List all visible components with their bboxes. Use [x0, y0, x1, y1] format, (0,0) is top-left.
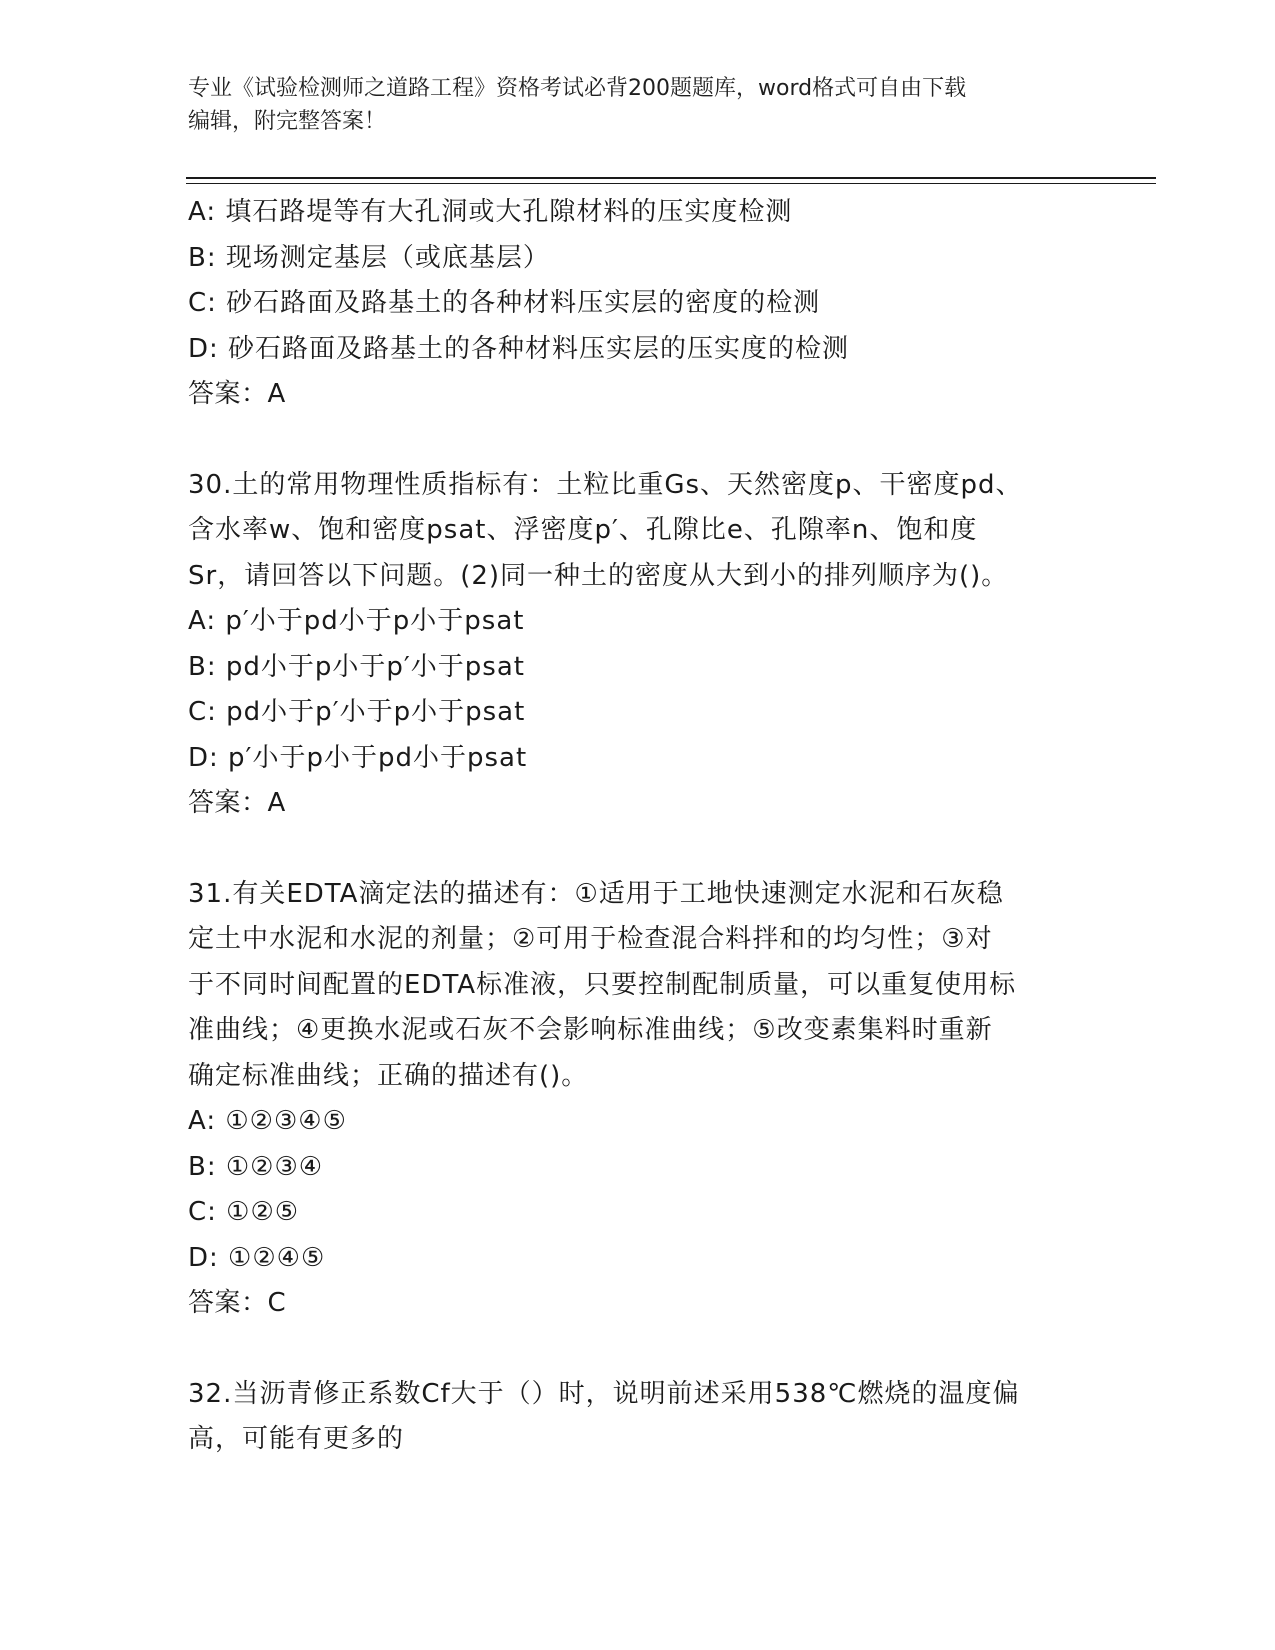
question-block-29	[188, 190, 1088, 418]
block-spacer	[188, 1327, 1088, 1372]
block-spacer	[188, 418, 1088, 463]
option-a: A: ①②③④⑤	[188, 1106, 347, 1136]
header-line-2: 编辑，附完整答案！	[188, 109, 387, 134]
option-d: D: ①②④⑤	[188, 1242, 326, 1273]
option-d: D: p′小于p小于pd小于psat	[188, 742, 528, 773]
question-line: 定土中水泥和水泥的剂量；②可用于检查混合料拌和的均匀性；③对	[188, 924, 993, 954]
header-divider-thick	[186, 177, 1156, 179]
question-line: 于不同时间配置的EDTA标准液，只要控制配制质量，可以重复使用标	[188, 969, 1017, 1000]
question-line: 31.有关EDTA滴定法的描述有：①适用于工地快速测定水泥和石灰稳	[188, 878, 1004, 909]
option-b: B: ①②③④	[188, 1151, 324, 1182]
option-b: B: pd小于p小于p′小于psat	[188, 651, 525, 682]
option-d: D: 砂石路面及路基土的各种材料压实层的压实度的检测	[188, 333, 850, 364]
answer-text: 答案：C	[188, 1288, 287, 1318]
question-block-31	[188, 872, 1088, 1327]
option-c: C: ①②⑤	[188, 1197, 300, 1227]
answer-text: 答案：A	[188, 379, 286, 409]
block-spacer	[188, 827, 1088, 872]
question-block-32	[188, 1372, 1088, 1463]
header-line-1: 专业《试验检测师之道路工程》资格考试必背200题题库，word格式可自由下载	[188, 76, 967, 101]
question-line: 含水率w、饱和密度psat、浮密度p′、孔隙比e、孔隙率n、饱和度	[188, 515, 978, 545]
option-c: C: 砂石路面及路基土的各种材料压实层的密度的检测	[188, 288, 821, 318]
question-line: Sr，请回答以下问题。(2)同一种土的密度从大到小的排列顺序为()。	[188, 560, 1009, 591]
answer-text: 答案：A	[188, 788, 286, 818]
document-header	[188, 72, 1088, 138]
header-divider-thin	[186, 183, 1156, 184]
question-list	[188, 190, 1088, 1463]
option-a: A: 填石路堤等有大孔洞或大孔隙材料的压实度检测	[188, 197, 793, 227]
question-line: 确定标准曲线；正确的描述有()。	[188, 1060, 589, 1091]
question-line: 30.土的常用物理性质指标有：土粒比重Gs、天然密度p、干密度pd、	[188, 469, 1023, 500]
option-b: B: 现场测定基层（或底基层）	[188, 242, 550, 273]
question-line: 高，可能有更多的	[188, 1424, 405, 1454]
option-a: A: p′小于pd小于p小于psat	[188, 606, 525, 636]
question-block-30	[188, 463, 1088, 827]
question-line: 32.当沥青修正系数Cf大于（）时，说明前述采用538℃燃烧的温度偏	[188, 1378, 1020, 1409]
question-line: 准曲线；④更换水泥或石灰不会影响标准曲线；⑤改变素集料时重新	[188, 1015, 993, 1045]
option-c: C: pd小于p′小于p小于psat	[188, 697, 526, 727]
